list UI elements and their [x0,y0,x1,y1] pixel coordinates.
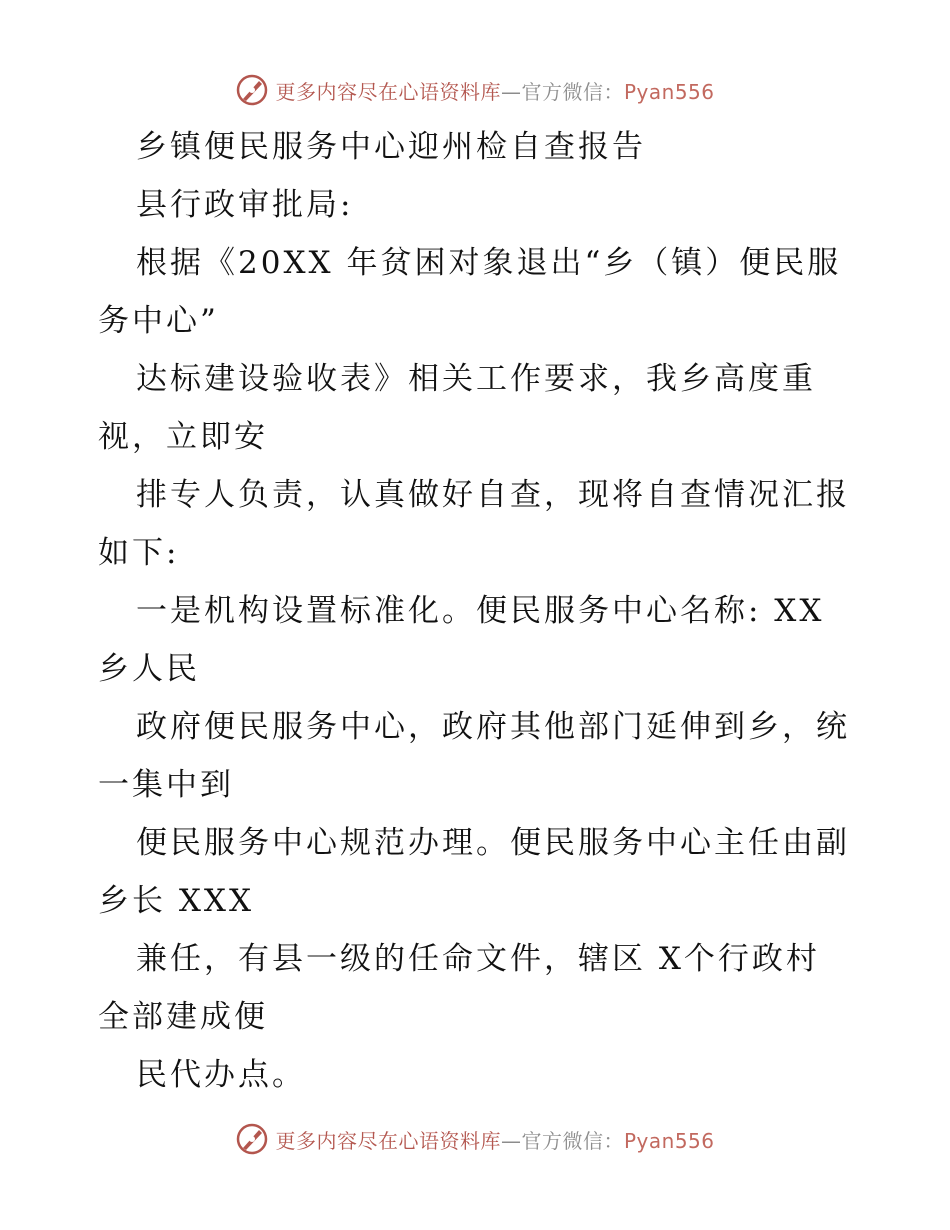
watermark-text [275,76,714,105]
paragraph-line: 排专人负责，认真做好自查，现将自查情况汇报 [136,477,850,513]
watermark-suffix-text: 官方微信： [521,1128,624,1153]
paragraph-line: 一集中到 [98,767,234,803]
watermark-text [275,1125,714,1154]
paragraph-line: 便民服务中心规范办理。便民服务中心主任由副 [136,825,850,861]
paragraph-line: 政府便民服务中心，政府其他部门延伸到乡，统 [136,709,850,745]
paragraph-line: 民代办点。 [136,1057,306,1093]
paragraph-line: 乡人民 [98,651,200,687]
watermark-wechat-id: Pyan556 [623,1128,715,1153]
header-watermark [0,70,950,110]
paragraph-line: 视，立即安 [98,419,268,455]
pen-logo-icon [235,1122,269,1156]
paragraph-line: 全部建成便 [98,999,268,1035]
paragraph-line: 一是机构设置标准化。便民服务中心名称: XX [136,593,825,629]
watermark-separator: — [500,79,522,104]
watermark-wechat-id: Pyan556 [623,79,715,104]
paragraph-line: 根据《20XX 年贫困对象退出“乡（镇）便民服 [136,245,842,281]
watermark-main-text: 更多内容尽在心语资料库 [275,1128,501,1153]
paragraph-line: 兼任，有县一级的任命文件，辖区 X个行政村 [136,941,820,977]
document-title: 乡镇便民服务中心迎州检自查报告 [136,129,646,165]
paragraph-line: 乡长 XXX [98,883,255,919]
watermark-main-text: 更多内容尽在心语资料库 [275,79,501,104]
paragraph-line: 达标建设验收表》相关工作要求，我乡高度重 [136,361,816,397]
paragraph-line: 务中心” [98,303,219,339]
pen-logo-icon [235,73,269,107]
footer-watermark [0,1119,950,1159]
watermark-separator: — [500,1128,522,1153]
paragraph-line: 如下: [98,535,180,571]
document-addressee: 县行政审批局: [136,187,354,223]
document-body [98,118,858,1104]
watermark-suffix-text: 官方微信： [521,79,624,104]
